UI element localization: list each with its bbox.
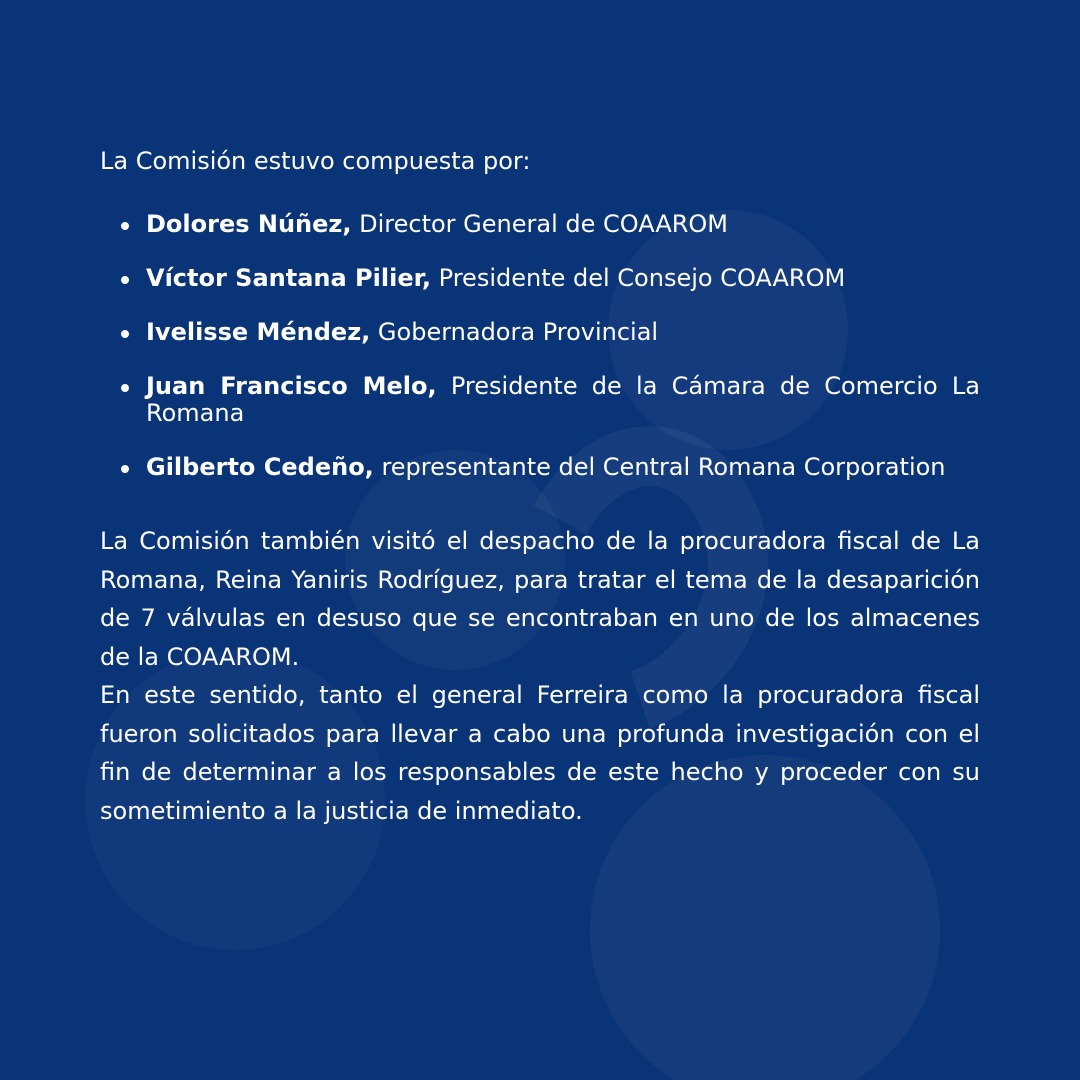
member-role: Director General de COAAROM xyxy=(351,210,729,238)
member-item xyxy=(100,319,980,346)
paragraph-investigation: En este sentido, tanto el general Ferreira como la procuradora fiscal fueron solicitados para llevar a cabo una profunda investigación con el fin de determinar a los responsables de este hecho y proceder con su sometimiento a la justicia de inmediato. xyxy=(100,681,980,825)
bullet-icon xyxy=(121,330,129,338)
member-name: Víctor Santana Pilier, xyxy=(146,264,432,292)
bullet-icon xyxy=(121,222,129,230)
member-name: Dolores Núñez, xyxy=(146,210,352,238)
member-role: Presidente de la Cámara de Comercio La Romana xyxy=(146,372,981,427)
member-name: Juan Francisco Melo, xyxy=(146,372,437,400)
member-item xyxy=(100,373,980,427)
members-list xyxy=(100,211,980,481)
member-name: Gilberto Cedeño, xyxy=(146,453,374,481)
member-item xyxy=(100,265,980,292)
bullet-icon xyxy=(121,465,129,473)
main-content xyxy=(100,144,980,830)
member-role: representante del Central Romana Corporation xyxy=(373,453,946,481)
member-name: Ivelisse Méndez, xyxy=(146,318,371,346)
member-item xyxy=(100,454,980,481)
paragraph-visit: La Comisión también visitó el despacho de la procuradora fiscal de La Romana, Reina Yaniris Rodríguez, para tratar el tema de la desaparición de 7 válvulas en desuso que se encontraban en uno de los almacenes de la COAAROM. xyxy=(100,527,980,671)
member-item xyxy=(100,211,980,238)
bullet-icon xyxy=(121,276,129,284)
member-role: Presidente del Consejo COAAROM xyxy=(431,264,846,292)
bullet-icon xyxy=(121,384,129,392)
member-role: Gobernadora Provincial xyxy=(370,318,659,346)
intro-text: La Comisión estuvo compuesta por: xyxy=(100,147,531,175)
